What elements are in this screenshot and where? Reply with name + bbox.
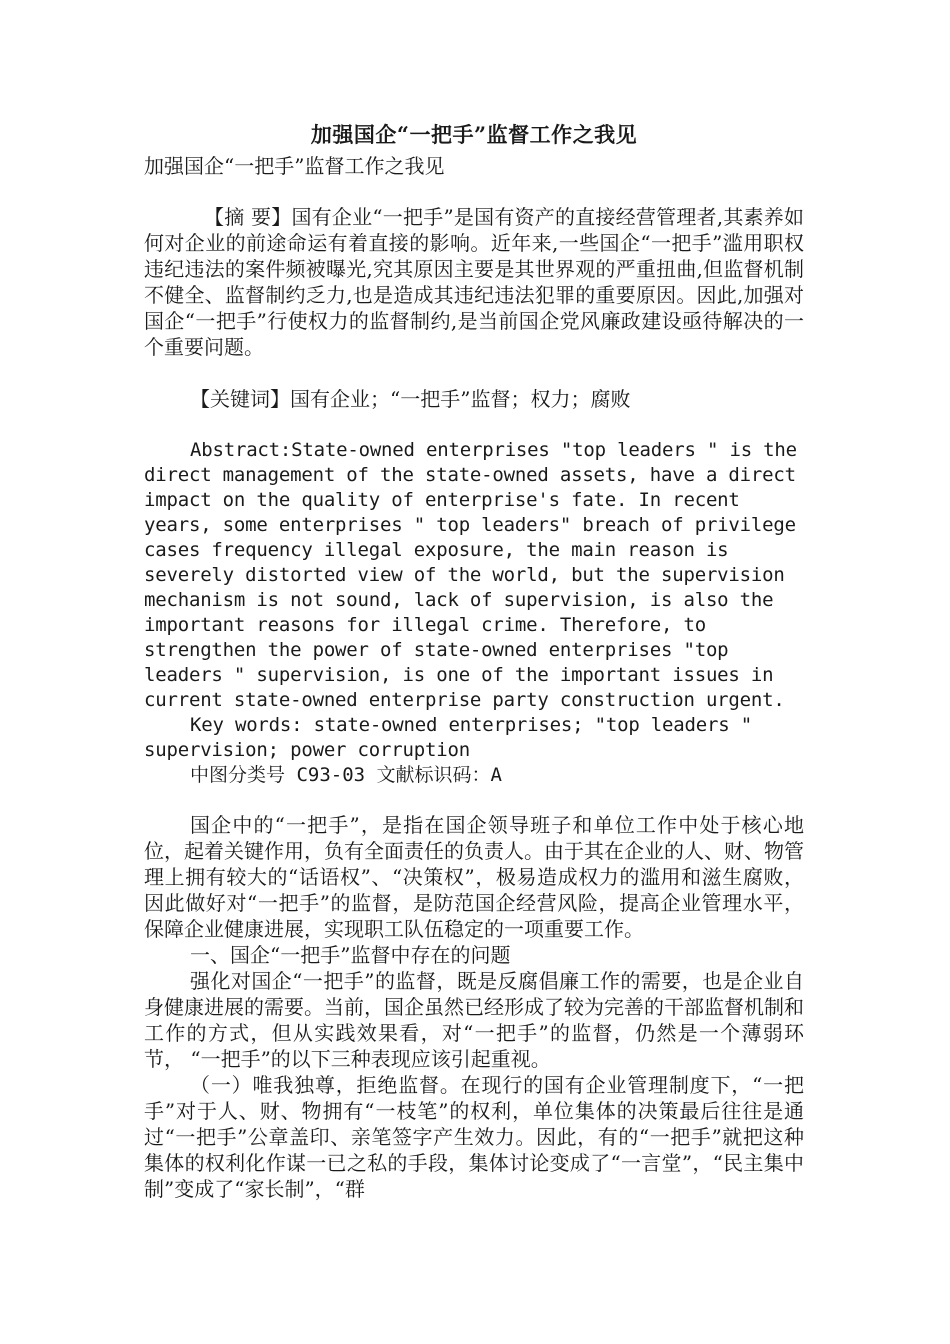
keywords-chinese: 【关键词】国有企业；“一把手”监督；权力；腐败 [190,387,631,411]
document-subtitle: 加强国企“一把手”监督工作之我见 [144,154,445,178]
section-heading-1: 一、国企“一把手”监督中存在的问题 [190,943,511,967]
section-1-paragraph: 强化对国企“一把手”的监督，既是反腐倡廉工作的需要，也是企业自身健康进展的需要。当前，国企虽然已经形成了较为完善的干部监督机制和工作的方式，但从实践效果看，对“一把手”的监督，仍然是一个薄弱环节， “一把手”的以下三种表现应该引起重视。 [144,969,804,1071]
intro-paragraph: 国企中的“一把手”，是指在国企领导班子和单位工作中处于核心地位，起着关键作用，负有全面责任的负责人。由于其在企业的人、财、物管理上拥有较大的“话语权”、“决策权”，极易造成权力的滥用和滋生腐败，因此做好对“一把手”的监督，是防范国企经营风险，提高企业管理水平，保障企业健康进展，实现职工队伍稳定的一项重要工作。 [144,813,804,941]
subsection-1-paragraph: （一）唯我独尊，拒绝监督。在现行的国有企业管理制度下，“一把手”对于人、财、物拥有“一枝笔”的权利，单位集体的决策最后往往是通过“一把手”公章盖印、亲笔签字产生效力。因此，有的“一把手”就把这种集体的权利化作谋一已之私的手段，集体讨论变成了“一言堂”，“民主集中制”变成了“家长制”，“群 [144,1073,804,1201]
abstract-english: Abstract:State-owned enterprises "top leaders " is the direct management of the state-owned assets, have a direct impact on the quality of enterprise's fate. In recent years, some enterprises " top leaders" breach of privilege cases frequency illegal exposure, the main reason is severely distorted view of the world, but the supervision mechanism is not sound, lack of supervision, is also the important reasons for illegal crime. Therefore, to strengthen the power of state-owned enterprises "top leaders " supervision, is one of the important issues in current state-owned enterprise party construction urgent. [144,439,809,711]
classification-line: 中图分类号 C93-03 文献标识码：A [190,764,502,786]
document-page [144,120,809,1202]
abstract-chinese: 【摘 要】国有企业“一把手”是国有资产的直接经营管理者,其素养如何对企业的前途命运有着直接的影响。近年来,一些国企“一把手”滥用职权违纪违法的案件频被曝光,究其原因主要是其世界观的严重扭曲,但监督机制不健全、监督制约乏力,也是造成其违纪违法犯罪的重要原因。因此,加强对国企“一把手”行使权力的监督制约,是当前国企党风廉政建设亟待解决的一个重要问题。 [144,205,804,359]
keywords-english: Key words: state-owned enterprises; "top leaders " supervision; power corruption [144,714,764,761]
document-title: 加强国企“一把手”监督工作之我见 [310,122,638,147]
